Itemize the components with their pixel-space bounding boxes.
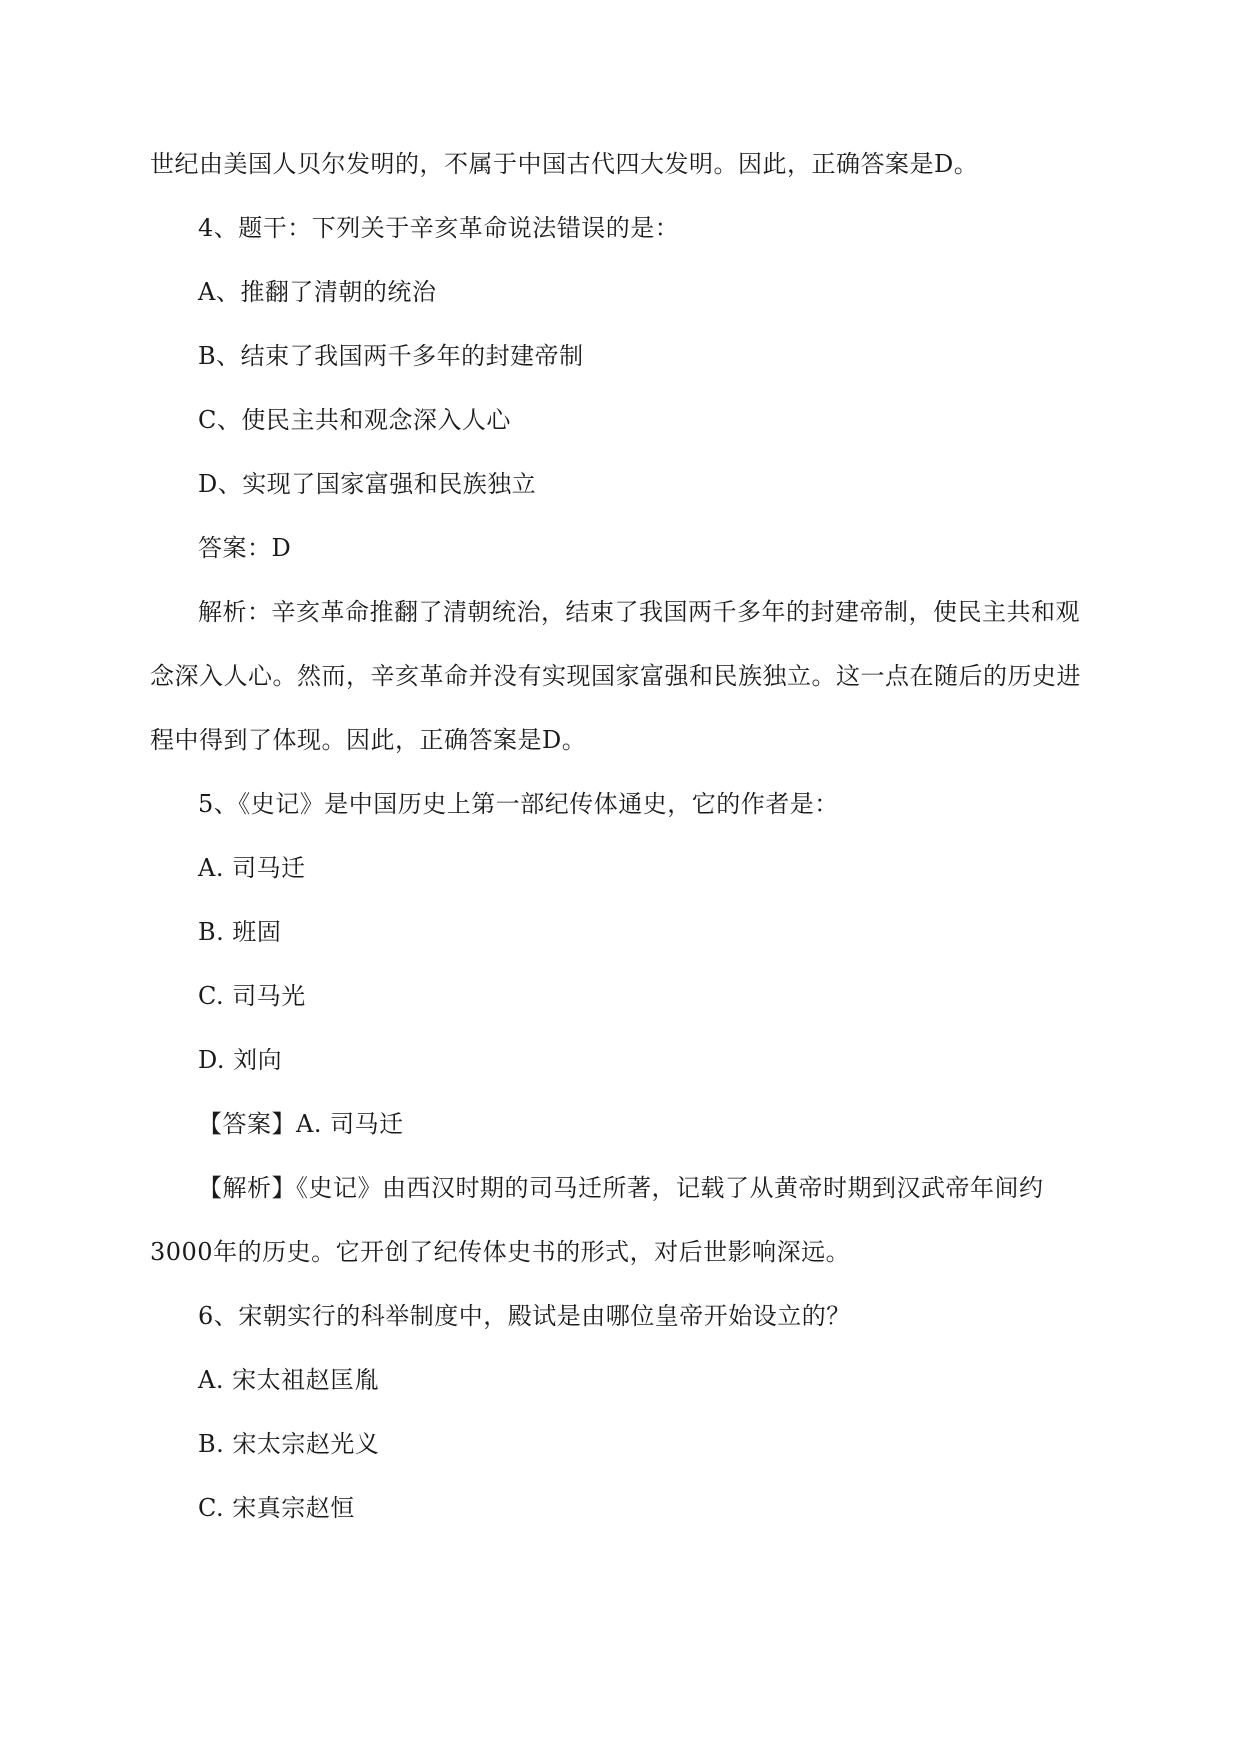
question-4-stem: 4、题干：下列关于辛亥革命说法错误的是： — [198, 214, 680, 242]
question-4-option-c: C、使民主共和观念深入人心 — [198, 406, 511, 434]
question-5-analysis-line-1: 【解析】《史记》由西汉时期的司马迁所著，记载了从黄帝时期到汉武帝年间约 — [198, 1174, 1044, 1202]
question-5-stem: 5、《史记》是中国历史上第一部纪传体通史，它的作者是： — [198, 790, 839, 818]
question-6-option-a: A. 宋太祖赵匡胤 — [198, 1366, 380, 1394]
question-5-option-b: B. 班固 — [198, 918, 282, 946]
question-5-option-d: D. 刘向 — [198, 1046, 283, 1074]
paragraph-line: 世纪由美国人贝尔发明的，不属于中国古代四大发明。因此，正确答案是D。 — [150, 150, 979, 178]
question-5-option-c: C. 司马光 — [198, 982, 306, 1010]
question-5-analysis-line-2: 3000年的历史。它开创了纪传体史书的形式，对后世影响深远。 — [150, 1238, 851, 1266]
question-4-analysis-line-2: 念深入人心。然而，辛亥革命并没有实现国家富强和民族独立。这一点在随后的历史进 — [150, 662, 1081, 690]
question-5-answer: 【答案】A. 司马迁 — [198, 1110, 404, 1138]
question-4-option-d: D、实现了国家富强和民族独立 — [198, 470, 537, 498]
question-4-option-b: B、结束了我国两千多年的封建帝制 — [198, 342, 584, 370]
question-5-option-a: A. 司马迁 — [198, 854, 306, 882]
question-6-stem: 6、宋朝实行的科举制度中，殿试是由哪位皇帝开始设立的？ — [198, 1302, 851, 1330]
question-4-answer: 答案：D — [198, 534, 292, 562]
question-4-analysis-line-1: 解析：辛亥革命推翻了清朝统治，结束了我国两千多年的封建帝制，使民主共和观 — [198, 598, 1080, 626]
question-4-analysis-line-3: 程中得到了体现。因此，正确答案是D。 — [150, 726, 587, 754]
question-6-option-b: B. 宋太宗赵光义 — [198, 1430, 380, 1458]
question-6-option-c: C. 宋真宗赵恒 — [198, 1494, 355, 1522]
question-4-option-a: A、推翻了清朝的统治 — [198, 278, 437, 306]
